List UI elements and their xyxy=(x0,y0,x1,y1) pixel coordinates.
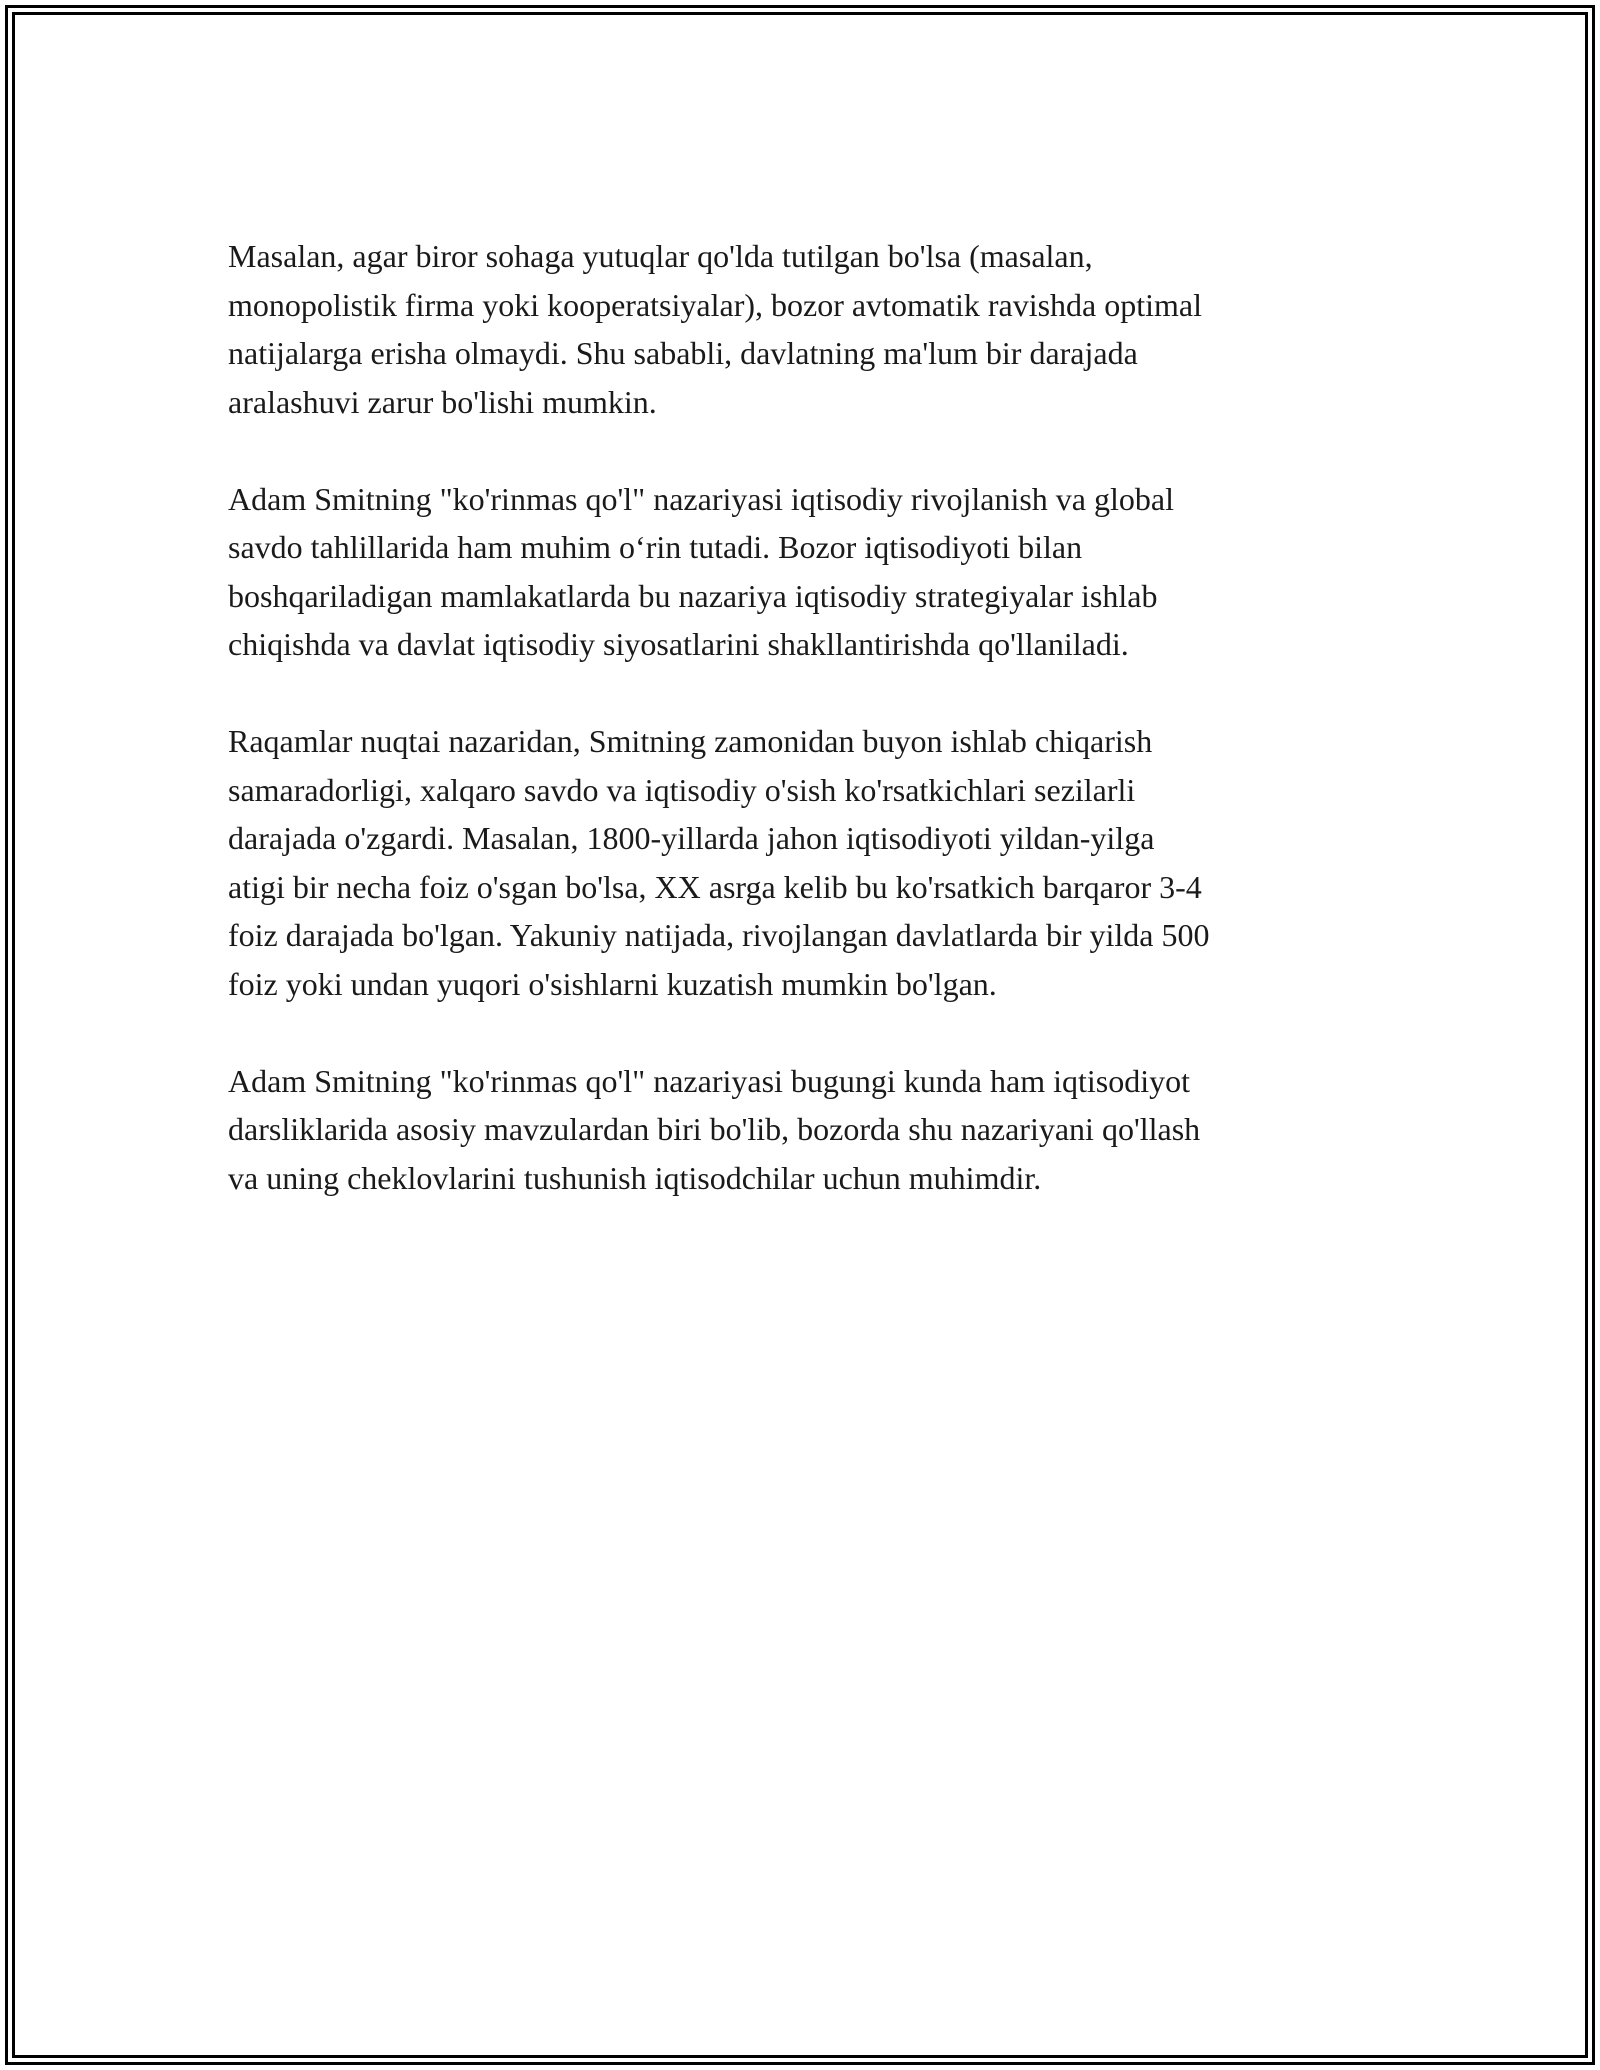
document-body xyxy=(228,232,1388,1251)
paragraph-invisible-hand-global-trade: Adam Smitning "ko'rinmas qo'l" nazariyasi iqtisodiy rivojlanish va global savdo tahlillarida ham muhim o‘rin tutadi. Bozor iqtisodiyoti bilan boshqariladigan mamlakatlarda bu nazariya iqtisodiy strategiyalar ishlab chiqishda va davlat iqtisodiy siyosatlarini shakllantirishda qo'llaniladi. xyxy=(228,480,1174,662)
paragraph-market-intervention: Masalan, agar biror sohaga yutuqlar qo'lda tutilgan bo'lsa (masalan, monopolistik firma yoki kooperatsiyalar), bozor avtomatik ravishda optimal natijalarga erisha olmaydi. Shu sababli, davlatning ma'lum bir darajada aralashuvi zarur bo'lishi mumkin. xyxy=(228,238,1202,420)
paragraph-growth-figures: Raqamlar nuqtai nazaridan, Smitning zamonidan buyon ishlab chiqarish samaradorligi, xalqaro savdo va iqtisodiy o'sish ko'rsatkichlari sezilarli darajada o'zgardi. Masalan, 1800-yillarda jahon iqtisodiyoti yildan-yilga atigi bir necha foiz o'sgan bo'lsa, XX asrga kelib bu ko'rsatkich barqaror 3-4 foiz darajada bo'lgan. Yakuniy natijada, rivojlangan davlatlarda bir yilda 500 foiz yoki undan yuqori o'sishlarni kuzatish mumkin bo'lgan. xyxy=(228,723,1210,1002)
paragraph-invisible-hand-today: Adam Smitning "ko'rinmas qo'l" nazariyasi bugungi kunda ham iqtisodiyot darsliklarida asosiy mavzulardan biri bo'lib, bozorda shu nazariyani qo'llash va uning cheklovlarini tushunish iqtisodchilar uchun muhimdir. xyxy=(228,1062,1201,1196)
